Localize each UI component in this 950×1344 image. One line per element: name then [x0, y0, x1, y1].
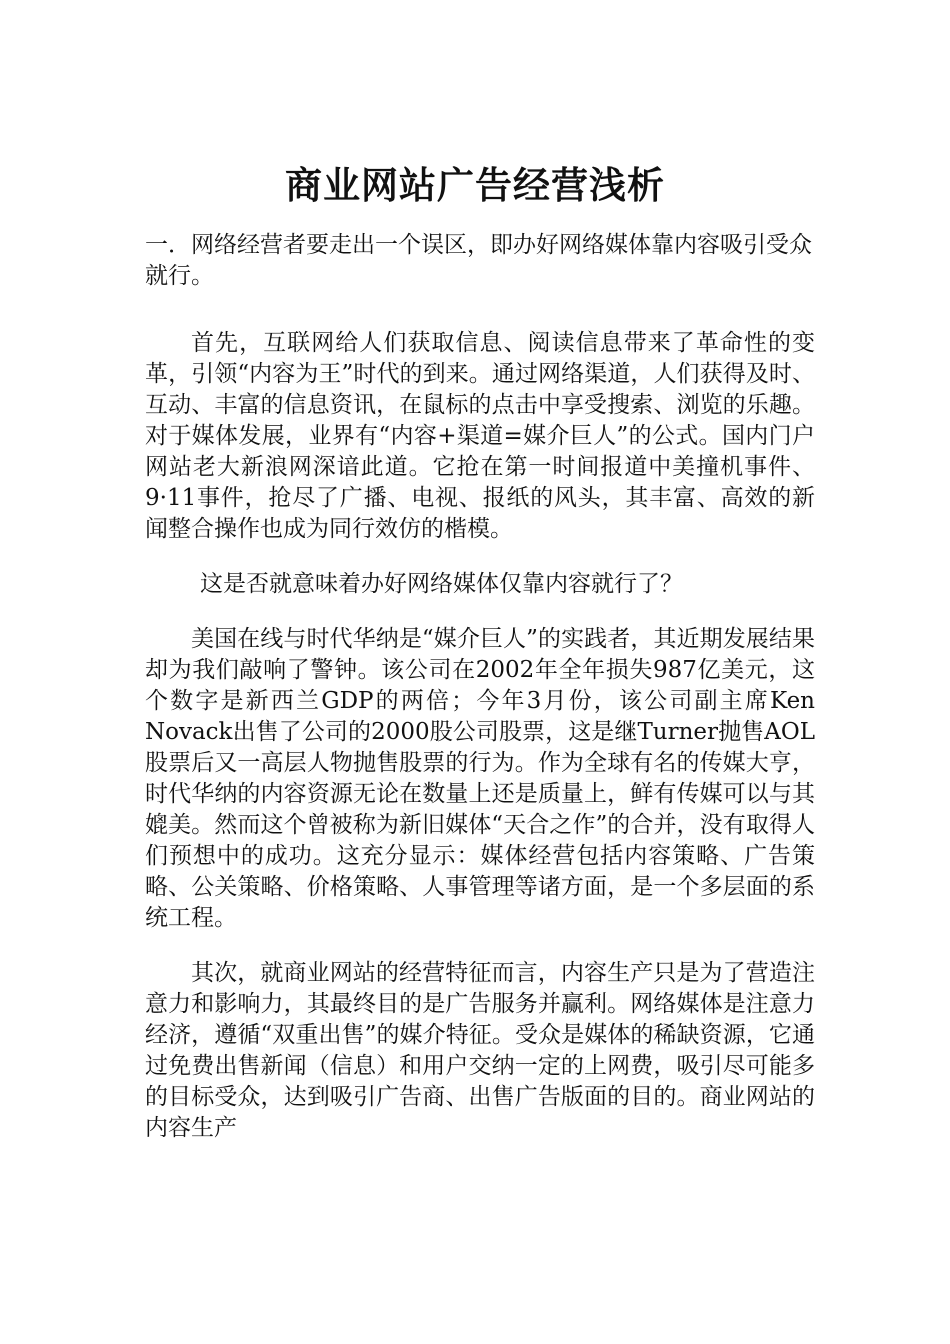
paragraph-intro: 首先，互联网给人们获取信息、阅读信息带来了革命性的变革，引领“内容为王”时代的到来。通过网络渠道，人们获得及时、互动、丰富的信息资讯，在鼠标的点击中享受搜索、浏览的乐趣。对于媒体发展，业界有“内容+渠道=媒介巨人”的公式。国内门户网站老大新浪网深谙此道。它抢在第一时间报道中美撞机事件、9·11事件，抢尽了广播、电视、报纸的风头，其丰富、高效的新闻整合操作也成为同行效仿的楷模。	[145, 330, 815, 542]
paragraph-aol-case: 美国在线与时代华纳是“媒介巨人”的实践者，其近期发展结果却为我们敲响了警钟。该公司在2002年全年损失987亿美元，这个数字是新西兰GDP的两倍；今年3月份，该公司副主席Ken Novack出售了公司的2000股公司股票，这是继Turner抛售AOL股票后又一高层人物抛售股票的行为。作为全球有名的传媒大亨，时代华纳的内容资源无论在数量上还是质量上，鲜有传媒可以与其媲美。然而这个曾被称为新旧媒体“天合之作”的合并，没有取得人们预想中的成功。这充分显示：媒体经营包括内容策略、广告策略、公关策略、价格策略、人事管理等诸方面，是一个多层面的系统工程。	[145, 626, 815, 931]
document-title: 商业网站广告经营浅析	[285, 163, 665, 207]
document-body	[145, 230, 815, 1168]
paragraph-question: 这是否就意味着办好网络媒体仅靠内容就行了？	[200, 571, 683, 597]
paragraph-business-model: 其次，就商业网站的经营特征而言，内容生产只是为了营造注意力和影响力，其最终目的是广告服务并赢利。网络媒体是注意力经济，遵循“双重出售”的媒介特征。受众是媒体的稀缺资源，它通过免费出售新闻（信息）和用户交纳一定的上网费，吸引尽可能多的目标受众，达到吸引广告商、出售广告版面的目的。商业网站的内容生产	[145, 960, 815, 1141]
section-heading: 一．网络经营者要走出一个误区，即办好网络媒体靠内容吸引受众就行。	[145, 232, 812, 289]
